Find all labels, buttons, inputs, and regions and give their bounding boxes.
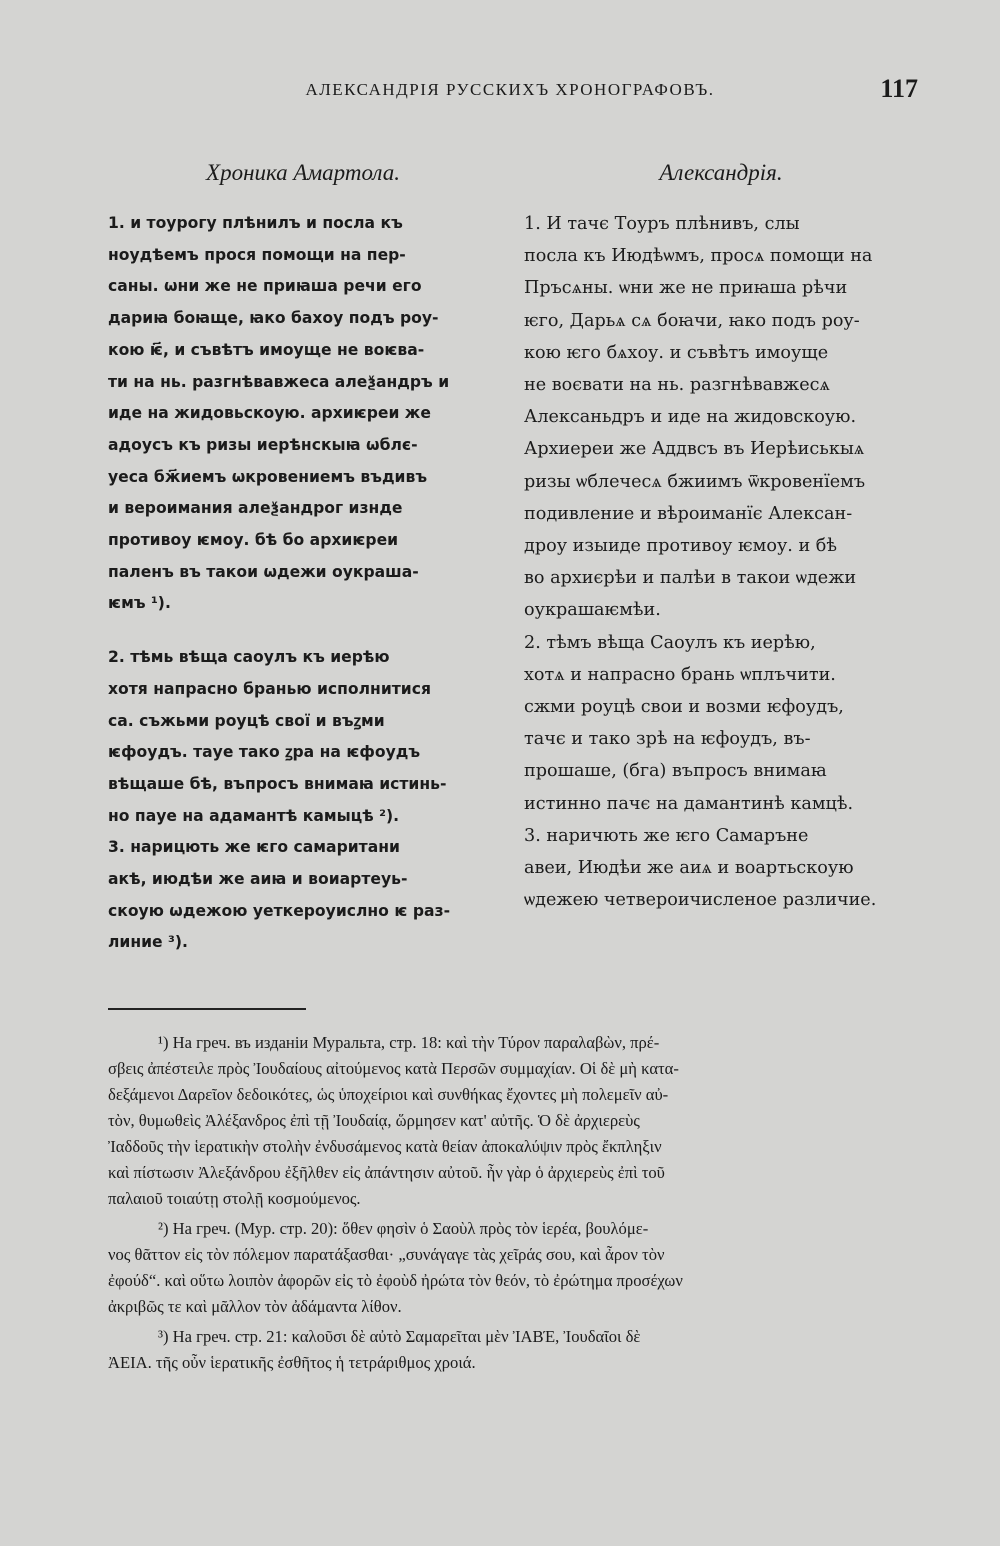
text-line: адоусъ къ ризы иерѣнскыꙗ ѡблє- (108, 435, 418, 454)
footnote-line: δεξάμενοι Δαρεῖον δεδοικότες, ὡς ὑποχείριοι καὶ συνθήκας ἔχοντες μὴ πολεμεῖν αὐ- (108, 1085, 669, 1104)
right-column (524, 158, 918, 916)
footnote-line: σβεις ἀπέστειλε πρὸς Ἰουδαίους αἰτούμενος κατὰ Περσῶν συμμαχίαν. Οἱ δὲ μὴ κατα- (108, 1059, 679, 1078)
left-paragraph-2 (108, 642, 498, 832)
footnote-line: τὸν, θυμωθεὶς Ἀλέξανδρος ἐπὶ τῇ Ἰουδαίᾳ, ὥρμησεν κατ' αὐτῆς. Ὁ δὲ ἀρχιερεὺς (108, 1111, 640, 1130)
paragraph-gap (108, 620, 498, 642)
text-line: ѡдежею четвероичисленое различие. (524, 890, 877, 911)
text-line: 1. и тоурогу плѣнилъ и посла къ (108, 214, 403, 232)
footnote-rule (108, 1008, 306, 1010)
footnote-line: ²) На греч. (Мур. стр. 20): ὅθεν φησὶν ὁ Σαοὺλ πρὸς τὸν ἱερέα, βουλόμε- (158, 1219, 649, 1238)
text-line: 3. нарицють же ѥго самаритани (108, 838, 400, 857)
footnote-line: ¹) На греч. въ изданіи Муральта, стр. 18: καὶ τὴν Τύρον παραλαβὼν, πρέ- (158, 1033, 660, 1052)
text-line: са. съжьми роуцѣ свої и въꙁми (108, 711, 385, 730)
text-line: во архиєрѣи и палѣи в такои ѡдежи (524, 568, 857, 589)
right-column-heading: Александрія. (659, 160, 783, 185)
text-line: вѣщаше бѣ, въпросъ внимаꙗ истинь- (108, 774, 447, 793)
running-title: АЛЕКСАНДРІЯ РУССКИХЪ ХРОНОГРАФОВЪ. (305, 80, 715, 99)
text-line: саны. ѡни же не приꙗша речи его (108, 277, 422, 296)
right-paragraph-2 (524, 627, 918, 820)
text-line: 3. наричють же ѥго Самаръне (524, 825, 809, 846)
text-line: акѣ, июдѣи же аиꙗ и воиартеуь- (108, 870, 408, 889)
text-line: и вероимания алеѯандрог изнде (108, 499, 403, 518)
text-line: подивление и вѣроиманїє Алексан- (524, 503, 853, 524)
text-line: сжми роуцѣ свои и возми ѥфоудъ, (524, 697, 844, 718)
text-line: уеса бж҃иемъ ѡкровениемъ въдивъ (108, 467, 428, 486)
left-paragraph-3 (108, 832, 498, 959)
text-line: не воєвати на нь. разгнѣвавжесѧ (524, 375, 830, 396)
text-line: противоу ѥмоу. бѣ бо архиѥреи (108, 531, 399, 550)
footnote-line: παλαιοῦ τοιαύτῃ στολῇ κοσμούμενος. (108, 1189, 361, 1208)
right-paragraph-1 (524, 208, 918, 627)
text-line: прошаше, (бга) въпросъ внимаꙗ (524, 761, 827, 782)
text-line: линие ³). (108, 933, 188, 952)
footnote-line: ἐφούδ“. καὶ οὕτω λοιπὸν ἀφορῶν εἰς τὸ ἐφοὺδ ἠρώτα τὸν θεόν, τὸ ἐρώτημα προσέχων (108, 1271, 683, 1290)
left-column-heading: Хроника Амартола. (206, 160, 400, 185)
footnote-line: ἀκριβῶς τε καὶ μᾶλλον τὸν ἀδάμαντα λίθον. (108, 1297, 402, 1316)
footnote-2 (108, 1216, 920, 1320)
text-line: кою ѥго бѧхоу. и съвѣтъ имоуще (524, 342, 829, 363)
page-number: 117 (880, 74, 918, 103)
text-line: хотѧ и напрасно брань ѡплъчити. (524, 664, 836, 685)
right-paragraph-3 (524, 820, 918, 917)
text-line: Алексаньдръ и иде на жидовскоую. (524, 407, 857, 428)
footnotes (108, 1030, 920, 1380)
text-line: ѥфоудъ. тауе тако ꙁра на ѥфоудъ (108, 743, 421, 762)
footnote-3 (108, 1324, 920, 1376)
text-line: ѥмъ ¹). (108, 594, 171, 613)
footnote-1 (108, 1030, 920, 1212)
text-line: паленъ въ такои ѡдежи оукраша- (108, 562, 419, 581)
footnote-line: ³) На греч. стр. 21: καλοῦσι δὲ αὐτὸ Σαμαρεῖται μὲν ἸΑΒΈ, Ἰουδαῖοι δὲ (158, 1327, 641, 1346)
text-line: иде на жидовьскоую. архиѥреи же (108, 404, 431, 423)
text-line: но пауе на адамантѣ камыцѣ ²). (108, 806, 400, 825)
text-line: ти на нь. разгнѣвавжеса алеѯандръ и (108, 372, 450, 391)
text-line: хотя напрасно бранью исполнитися (108, 679, 431, 698)
text-line: дариꙗ боꙗще, ꙗко бахоу подъ роу- (108, 309, 439, 328)
footnote-line: νος θᾶττον εἰς τὸν πόλεμον παρατάξασθαι· „συνάγαγε τὰς χεῖράς σου, καὶ ἆρον τὸν (108, 1245, 665, 1264)
text-line: Пръсѧны. ѡни же не приꙗша рѣчи (524, 278, 848, 299)
text-line: ѥго, Дарьѧ сѧ боꙗчи, ꙗко подъ роу- (524, 310, 860, 331)
footnote-line: ἈΕΙΑ. τῆς οὖν ἱερατικῆς ἐσθῆτος ἡ τετράριθμος χροιά. (108, 1353, 476, 1372)
text-line: авеи, Июдѣи же аиѧ и воартьскоую (524, 858, 854, 879)
text-line: скоую ѡдежою уеткероуислно ѥ раз- (108, 901, 451, 920)
left-paragraph-1 (108, 208, 498, 620)
text-line: дроу изыиде противоу ѥмоу. и бѣ (524, 536, 838, 557)
text-line: 2. тѣмь вѣща саоулъ къ иерѣю (108, 648, 390, 667)
text-line: тачє и тако зрѣ на ѥфоудъ, въ- (524, 729, 811, 750)
text-line: кою ѥ҃, и съвѣтъ имоуще не воѥва- (108, 340, 425, 359)
footnote-line: καὶ πίστωσιν Ἀλεξάνδρου ἐξῆλθεν εἰς ἀπάντησιν αὐτοῦ. ἦν γὰρ ὁ ἀρχιερεὺς ἐπὶ τοῦ (108, 1163, 665, 1182)
text-line: Архиереи же Аддвсъ въ Иерѣиськыѧ (524, 439, 865, 460)
text-line: 1. И тачє Тоуръ плѣнивъ, слы (524, 214, 800, 234)
text-line: 2. тѣмъ вѣща Саоулъ къ иерѣю, (524, 632, 816, 653)
text-line: истинно пачє на дамантинѣ камцѣ. (524, 793, 854, 814)
text-line: посла къ Июдѣѡмъ, просѧ помощи на (524, 246, 873, 267)
text-line: ризы ѡблечесѧ бжиимъ ѿкровенїемъ (524, 471, 866, 492)
text-line: ноудѣемъ прося помощи на пер- (108, 245, 406, 264)
text-line: оукрашаѥмѣи. (524, 600, 661, 621)
left-column (108, 158, 498, 959)
footnote-line: Ἰαδδοῦς τὴν ἱερατικὴν στολὴν ἐνδυσάμενος κατὰ θείαν ἀποκαλύψιν πρὸς ἔκπληξιν (108, 1137, 662, 1156)
